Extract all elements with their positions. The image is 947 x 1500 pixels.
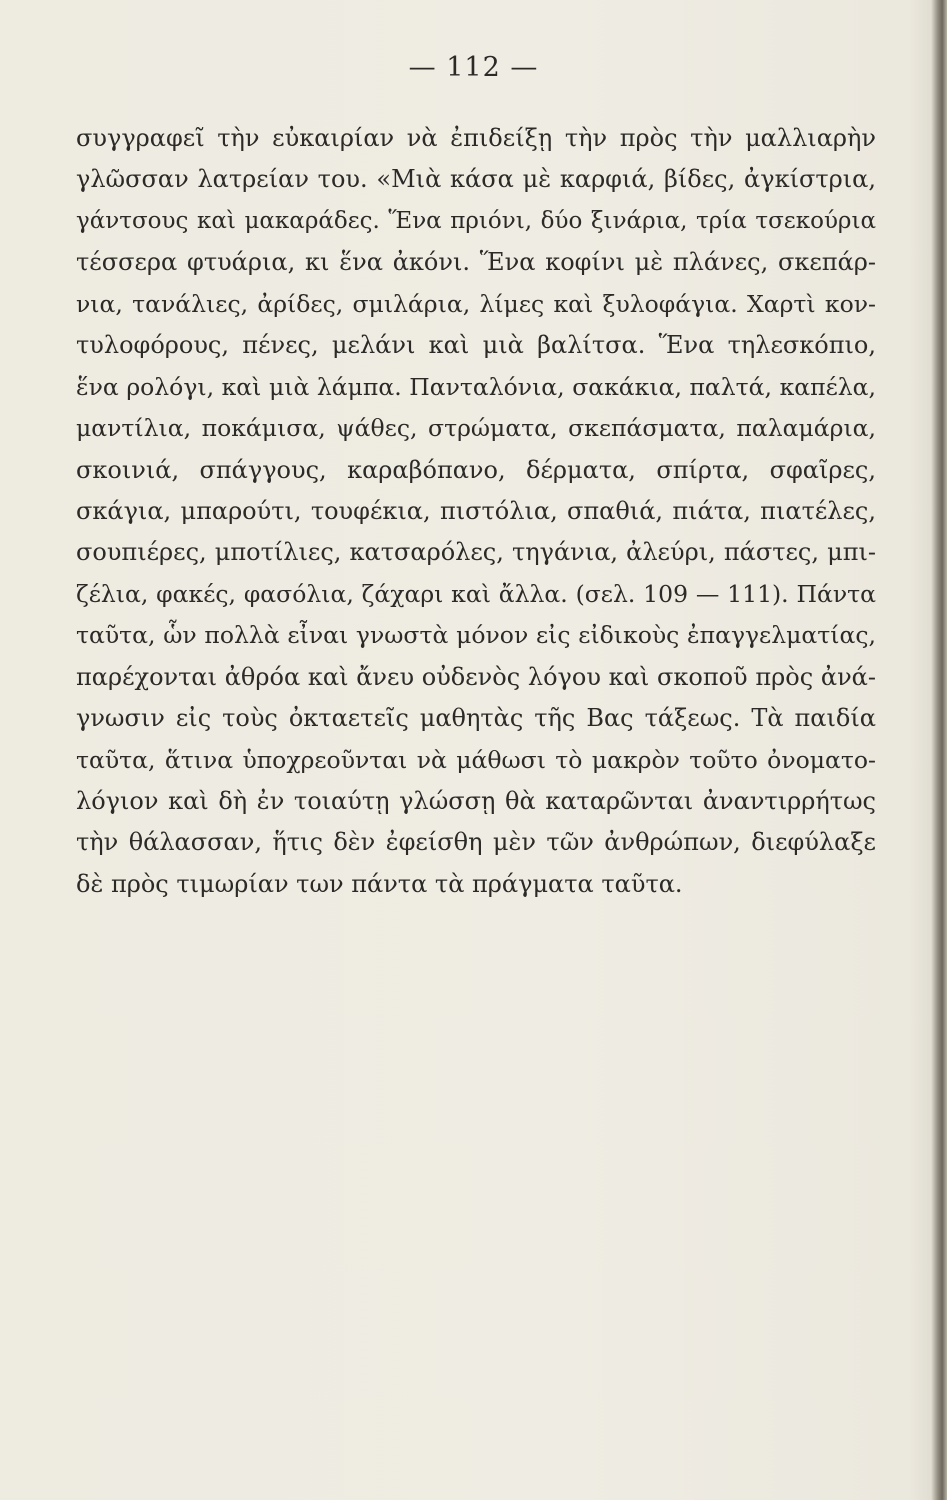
text-line: ἕνα ρολόγι, καὶ μιὰ λάμπα. Πανταλόνια, σακάκια, παλτά, καπέλα, [76,372,876,401]
page-number: — 112 — [408,52,539,83]
text-line: γάντσους καὶ μακαράδες. Ἕνα πριόνι, δύο ξινάρια, τρία τσεκούρια [76,207,876,234]
text-line: νια, τανάλιες, ἀρίδες, σμιλάρια, λίμες καὶ ξυλοφάγια. Χαρτὶ κον- [76,289,876,318]
text-line: ταῦτα, ὧν πολλὰ εἶναι γνωστὰ μόνον εἰς εἰδικοὺς ἐπαγγελματίας, [76,621,876,650]
text-line: γλῶσσαν λατρείαν του. «Μιὰ κάσα μὲ καρφιά, βίδες, ἀγκίστρια, [76,165,876,194]
text-line: συγγραφεῖ τὴν εὐκαιρίαν νὰ ἐπιδείξῃ τὴν πρὸς τὴν μαλλιαρὴν [76,124,876,152]
text-line: ταῦτα, ἅτινα ὑποχρεοῦνται νὰ μάθωσι τὸ μακρὸν τοῦτο ὀνοματο- [76,745,876,774]
text-line: τέσσερα φτυάρια, κι ἕνα ἀκόνι. Ἕνα κοφίνι μὲ πλάνες, σκεπάρ- [76,248,876,277]
text-line: δὲ πρὸς τιμωρίαν των πάντα τὰ πράγματα ταῦτα. [76,869,683,898]
text-line: γνωσιν εἰς τοὺς ὀκταετεῖς μαθητὰς τῆς Βας τάξεως. Τὰ παιδία [76,704,876,733]
body-paragraph [76,118,876,905]
text-line: σκάγια, μπαρούτι, τουφέκια, πιστόλια, σπαθιά, πιάτα, πιατέλες, [76,496,876,525]
text-line: μαντίλια, ποκάμισα, ψάθες, στρώματα, σκεπάσματα, παλαμάρια, [76,414,876,443]
text-line: σουπιέρες, μποτίλιες, κατσαρόλες, τηγάνια, ἀλεύρι, πάστες, μπι- [76,538,876,567]
text-line: τυλοφόρους, πένες, μελάνι καὶ μιὰ βαλίτσα. Ἕνα τηλεσκόπιο, [76,331,876,360]
text-line: σκοινιά, σπάγγους, καραβόπανο, δέρματα, σπίρτα, σφαῖρες, [76,455,876,484]
text-line: λόγιον καὶ δὴ ἐν τοιαύτῃ γλώσσῃ θὰ καταρῶνται ἀναντιρρήτως [76,787,876,815]
text-line: τὴν θάλασσαν, ἥτις δὲν ἐφείσθη μὲν τῶν ἀνθρώπων, διεφύλαξε [76,828,876,857]
page-edge-shadow [931,0,947,1500]
text-line: ζέλια, φακές, φασόλια, ζάχαρι καὶ ἄλλα. (σελ. 109 — 111). Πάντα [76,579,876,608]
text-line: παρέχονται ἀθρόα καὶ ἄνευ οὐδενὸς λόγου καὶ σκοποῦ πρὸς ἀνά- [76,662,876,691]
